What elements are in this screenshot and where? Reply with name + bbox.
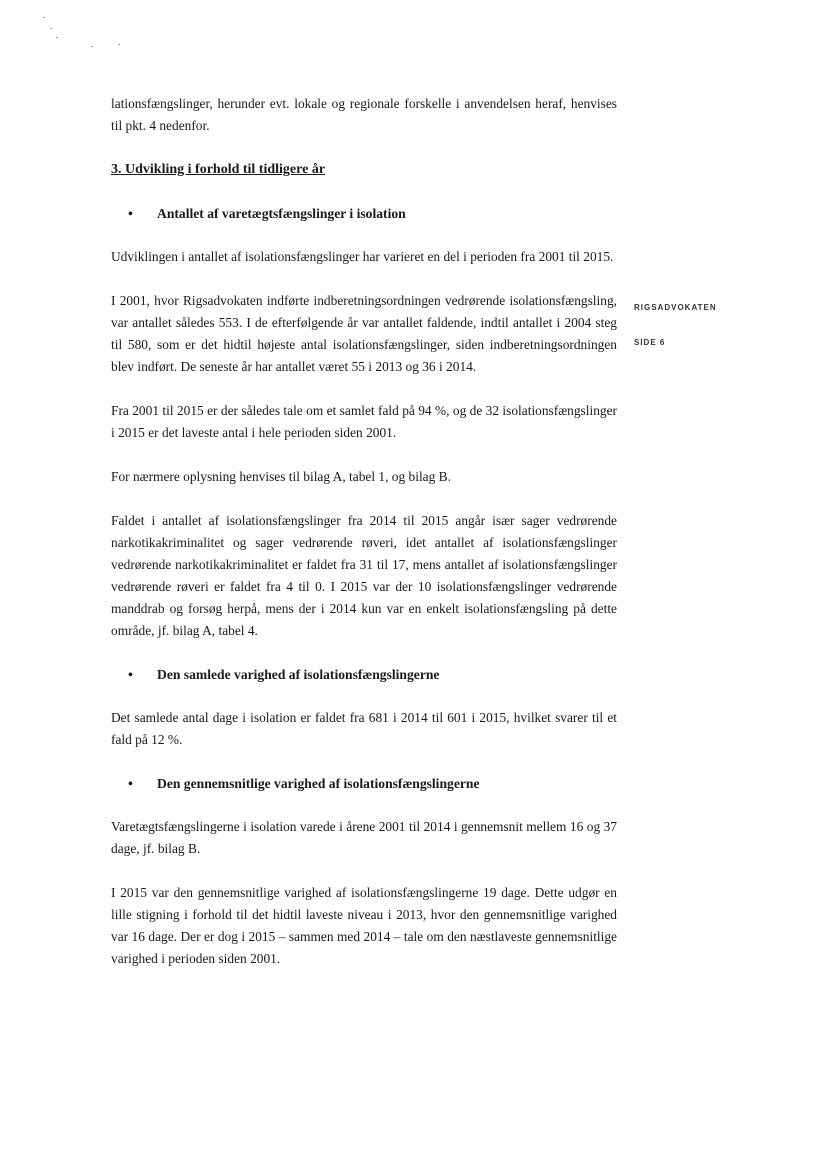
paragraph: Varetægtsfængslingerne i isolation varede i årene 2001 til 2014 i gennemsnit mellem 16 og 37 dage, jf. bilag B. (111, 819, 617, 856)
paragraph: For nærmere oplysning henvises til bilag A, tabel 1, og bilag B. (111, 469, 451, 484)
letterhead-sidebar (634, 303, 717, 347)
bullet-item (111, 773, 617, 796)
paragraph: Udviklingen i antallet af isolationsfængslinger har varieret en del i perioden fra 2001 til 2015. (111, 249, 614, 264)
paragraph: Det samlede antal dage i isolation er faldet fra 681 i 2014 til 601 i 2015, hvilket svarer til et fald på 12 %. (111, 710, 617, 747)
paragraph: I 2001, hvor Rigsadvokaten indførte indberetningsordningen vedrørende isolationsfængsling, var antallet således 553. I de efterfølgende år var antallet faldende, indtil antallet i 2004 steg til 580, som er det hidtil højeste antal isolationsfængslinger, siden indberetningsordningen blev indført. De seneste år har antallet været 55 i 2013 og 36 i 2014. (111, 293, 617, 374)
bullet-icon: • (128, 207, 133, 222)
paragraph: Faldet i antallet af isolationsfængslinger fra 2014 til 2015 angår især sager vedrørende narkotikakriminalitet og sager vedrørende røveri, idet antallet af isolationsfængslinger vedrørende narkotikakriminalitet er faldet fra 31 til 17, mens antallet af isolationsfængslinger vedrørende røveri er faldet fra 4 til 0. I 2015 var der 10 isolationsfængslinger vedrørende manddrab og forsøg herpå, mens der i 2014 kun var en enkelt isolationsfængsling på dette område, jf. bilag A, tabel 4. (111, 513, 617, 638)
bullet-heading: Den samlede varighed af isolationsfængslingerne (157, 667, 440, 682)
bullet-icon: • (128, 777, 133, 792)
section-heading: 3. Udvikling i forhold til tidligere år (111, 162, 326, 177)
bullet-icon: • (128, 668, 133, 683)
paragraph: I 2015 var den gennemsnitlige varighed af isolationsfængslingerne 19 dage. Dette udgør en lille stigning i forhold til det hidtil laveste niveau i 2013, hvor den gennemsnitlige varighed var 16 dage. Der er dog i 2015 – sammen med 2014 – tale om den næstlaveste gennemsnitlige varighed i perioden siden 2001. (111, 885, 617, 966)
organization-name: RIGSADVOKATEN (634, 303, 717, 312)
bullet-heading: Antallet af varetægtsfængslinger i isolation (157, 206, 406, 221)
page-number: SIDE 6 (634, 338, 666, 347)
paragraph: Fra 2001 til 2015 er der således tale om et samlet fald på 94 %, og de 32 isolationsfængslinger i 2015 er det laveste antal i hele perioden siden 2001. (111, 403, 617, 440)
bullet-heading: Den gennemsnitlige varighed af isolationsfængslingerne (157, 776, 480, 791)
intro-paragraph: lationsfængslinger, herunder evt. lokale og regionale forskelle i anvendelsen heraf, henvises til pkt. 4 nedenfor. (111, 96, 617, 133)
bullet-item (111, 664, 617, 687)
document-body (111, 93, 617, 970)
bullet-item (111, 203, 617, 226)
